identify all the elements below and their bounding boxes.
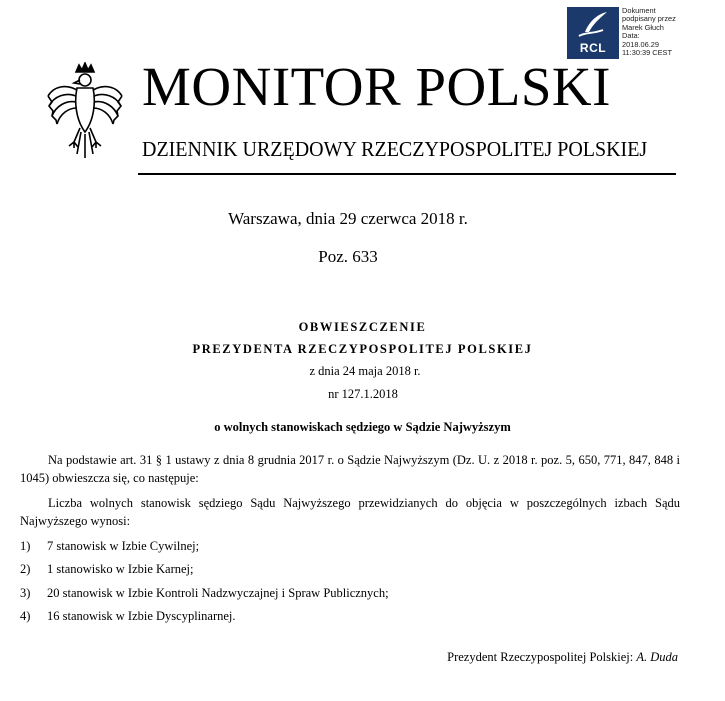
act-subject: o wolnych stanowiskach sędziego w Sądzie Najwyższym — [214, 420, 511, 434]
list-item-text: 20 stanowisk w Izbie Kontroli Nadzwyczajnej i Spraw Publicznych; — [47, 586, 389, 600]
list-item-number: 2) — [20, 562, 31, 576]
list-item-text: 16 stanowisk w Izbie Dyscyplinarnej. — [47, 609, 236, 623]
position-number: Poz. 633 — [318, 247, 378, 266]
masthead-title: MONITOR POLSKI — [142, 56, 611, 117]
list-item — [20, 537, 680, 555]
list-item-text: 7 stanowisk w Izbie Cywilnej; — [47, 539, 200, 553]
list-item-number: 3) — [20, 586, 31, 600]
body-paragraph: Na podstawie art. 31 § 1 ustawy z dnia 8 grudnia 2017 r. o Sądzie Najwyższym (Dz. U. z 2018 r. poz. 5, 650, 771, 847, 848 i 1045) obwieszcza się, co następuje: — [20, 453, 680, 485]
act-number: nr 127.1.2018 — [328, 387, 398, 401]
issue-date: Warszawa, dnia 29 czerwca 2018 r. — [228, 209, 468, 228]
signature-details: Dokument podpisany przez Marek Głuch Data: 2018.06.29 11:30:39 CEST — [622, 6, 676, 58]
list-item — [20, 607, 680, 625]
signature-label: Prezydent Rzeczypospolitej Polskiej: — [447, 650, 634, 664]
list-item — [20, 584, 680, 602]
signature-line — [447, 650, 678, 665]
rcl-logo-text: RCL — [579, 41, 607, 55]
list-item — [20, 560, 680, 578]
list-item-text: 1 stanowisko w Izbie Karnej; — [47, 562, 194, 576]
polish-eagle-emblem — [44, 62, 126, 162]
list-item-number: 1) — [20, 539, 31, 553]
act-issuer: PREZYDENTA RZECZYPOSPOLITEJ POLSKIEJ — [192, 342, 533, 356]
body-paragraph: Liczba wolnych stanowisk sędziego Sądu Najwyższego przewidzianych do objęcia w poszczególnych izbach Sądu Najwyższego wynosi: — [20, 496, 680, 528]
masthead-divider — [138, 173, 676, 175]
masthead-subtitle: DZIENNIK URZĘDOWY RZECZYPOSPOLITEJ POLSKIEJ — [142, 137, 648, 161]
quill-icon — [573, 10, 613, 40]
rcl-logo — [567, 7, 619, 59]
act-date: z dnia 24 maja 2018 r. — [309, 364, 421, 378]
signer-name: A. Duda — [636, 650, 678, 664]
digital-signature-stamp — [567, 7, 677, 59]
act-type: OBWIESZCZENIE — [298, 320, 427, 334]
list-item-number: 4) — [20, 609, 31, 623]
